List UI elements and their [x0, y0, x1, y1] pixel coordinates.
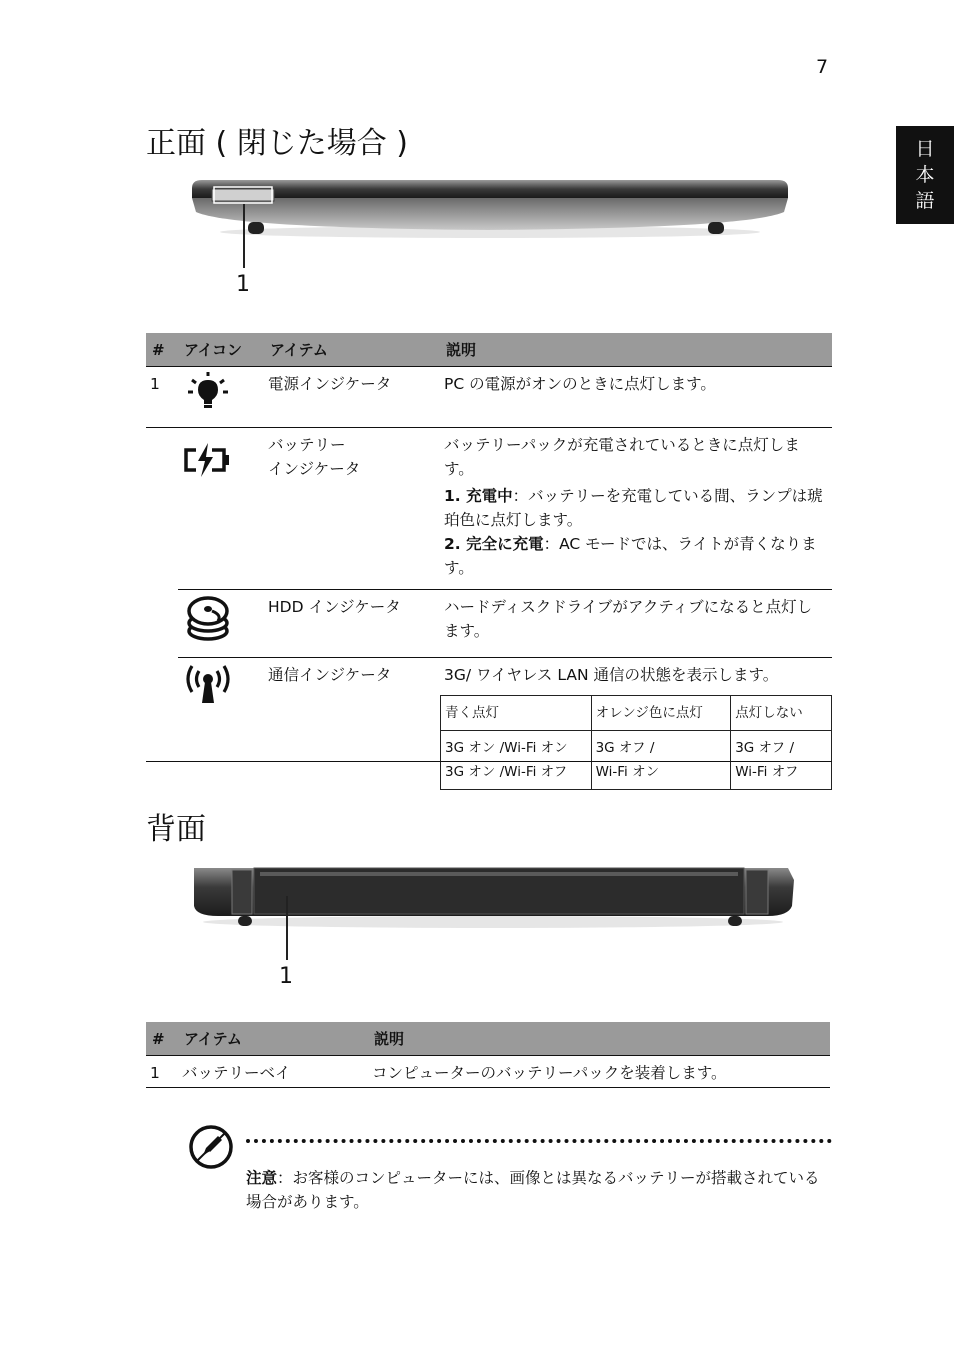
laptop-rear-illustration: [188, 860, 798, 932]
front-callout-number: 1: [236, 272, 250, 297]
table-row: [146, 367, 832, 428]
row-item: 電源インジケータ: [264, 367, 440, 428]
lang-tab-char: 日: [915, 138, 935, 160]
row-desc: ハードディスクドライブがアクティブになると点灯します。: [440, 590, 832, 658]
full-charge-text: ：AC モードでは、ライトが青くなります。: [444, 535, 817, 577]
row-item: 通信インジケータ: [264, 658, 440, 801]
laptop-front-illustration: [188, 176, 792, 240]
lang-tab-char: 本: [915, 164, 935, 186]
charging-text: ：バッテリーを充電している間、ランプは琥珀色に点灯します。: [444, 487, 823, 529]
status-value: 3G オン /Wi-Fi オン: [445, 740, 568, 756]
table-header-row: [146, 1022, 830, 1056]
status-header: オレンジ色に点灯: [591, 696, 731, 731]
table-header-row: [146, 333, 832, 367]
header-item: アイテム: [264, 333, 440, 367]
row-num: 1: [146, 1056, 178, 1091]
language-tab: [896, 126, 954, 224]
status-value: 3G オフ /: [595, 740, 655, 756]
status-value: 3G オフ /: [735, 740, 794, 756]
hdd-icon: [182, 595, 234, 645]
lang-tab-char: 語: [915, 190, 935, 212]
header-item: アイテム: [178, 1022, 368, 1056]
row-num: 1: [146, 367, 178, 428]
wireless-icon: [182, 663, 234, 707]
battery-charge-icon: [182, 441, 234, 481]
row-item: HDD インジケータ: [264, 590, 440, 658]
table-row: [146, 590, 832, 658]
power-bulb-icon: [182, 372, 234, 412]
status-value: Wi-Fi オン: [595, 764, 660, 780]
table-row: [146, 1056, 830, 1091]
row-item-line: インジケータ: [268, 460, 361, 478]
callout-leader: [286, 896, 288, 960]
page-number: 7: [816, 56, 829, 78]
row-desc: バッテリーパックが充電されているときに点灯します。: [444, 436, 800, 478]
full-charge-label: 2. 完全に充電: [444, 535, 544, 553]
status-value: 3G オン /Wi-Fi オフ: [445, 764, 568, 780]
table-row: [146, 658, 832, 801]
row-desc: コンピューターのバッテリーパックを装着します。: [368, 1056, 830, 1091]
note-body: ：お客様のコンピューターには、画像とは異なるバッテリーが搭載されている場合があります。: [246, 1169, 820, 1211]
front-indicator-table: [146, 333, 832, 800]
rear-callout-number: 1: [279, 964, 293, 989]
note-divider: [246, 1139, 832, 1143]
row-desc: 3G/ ワイヤレス LAN 通信の状態を表示します。: [444, 666, 779, 684]
note-label: 注意: [246, 1169, 278, 1187]
table-bottom-rule: [146, 761, 832, 762]
header-icon: アイコン: [178, 333, 264, 367]
table-row: [146, 428, 832, 590]
status-value: Wi-Fi オフ: [735, 764, 799, 780]
callout-leader: [243, 204, 245, 268]
status-table: [440, 695, 832, 790]
note-text: [246, 1166, 826, 1214]
row-desc: PC の電源がオンのときに点灯します。: [440, 367, 832, 428]
row-item-line: バッテリー: [268, 436, 346, 454]
header-num: #: [146, 333, 178, 367]
note-pen-icon: [188, 1124, 234, 1170]
rear-item-table: [146, 1022, 830, 1090]
status-header: 点灯しない: [731, 696, 832, 731]
header-desc: 説明: [368, 1022, 830, 1056]
rear-section-title: 背面: [146, 812, 206, 847]
front-section-title: 正面 ( 閉じた場合 ): [146, 126, 409, 161]
header-num: #: [146, 1022, 178, 1056]
status-header: 青く点灯: [441, 696, 592, 731]
row-item: バッテリーベイ: [178, 1056, 368, 1091]
charging-label: 1. 充電中: [444, 487, 513, 505]
table-bottom-rule: [146, 1087, 830, 1088]
header-desc: 説明: [440, 333, 832, 367]
